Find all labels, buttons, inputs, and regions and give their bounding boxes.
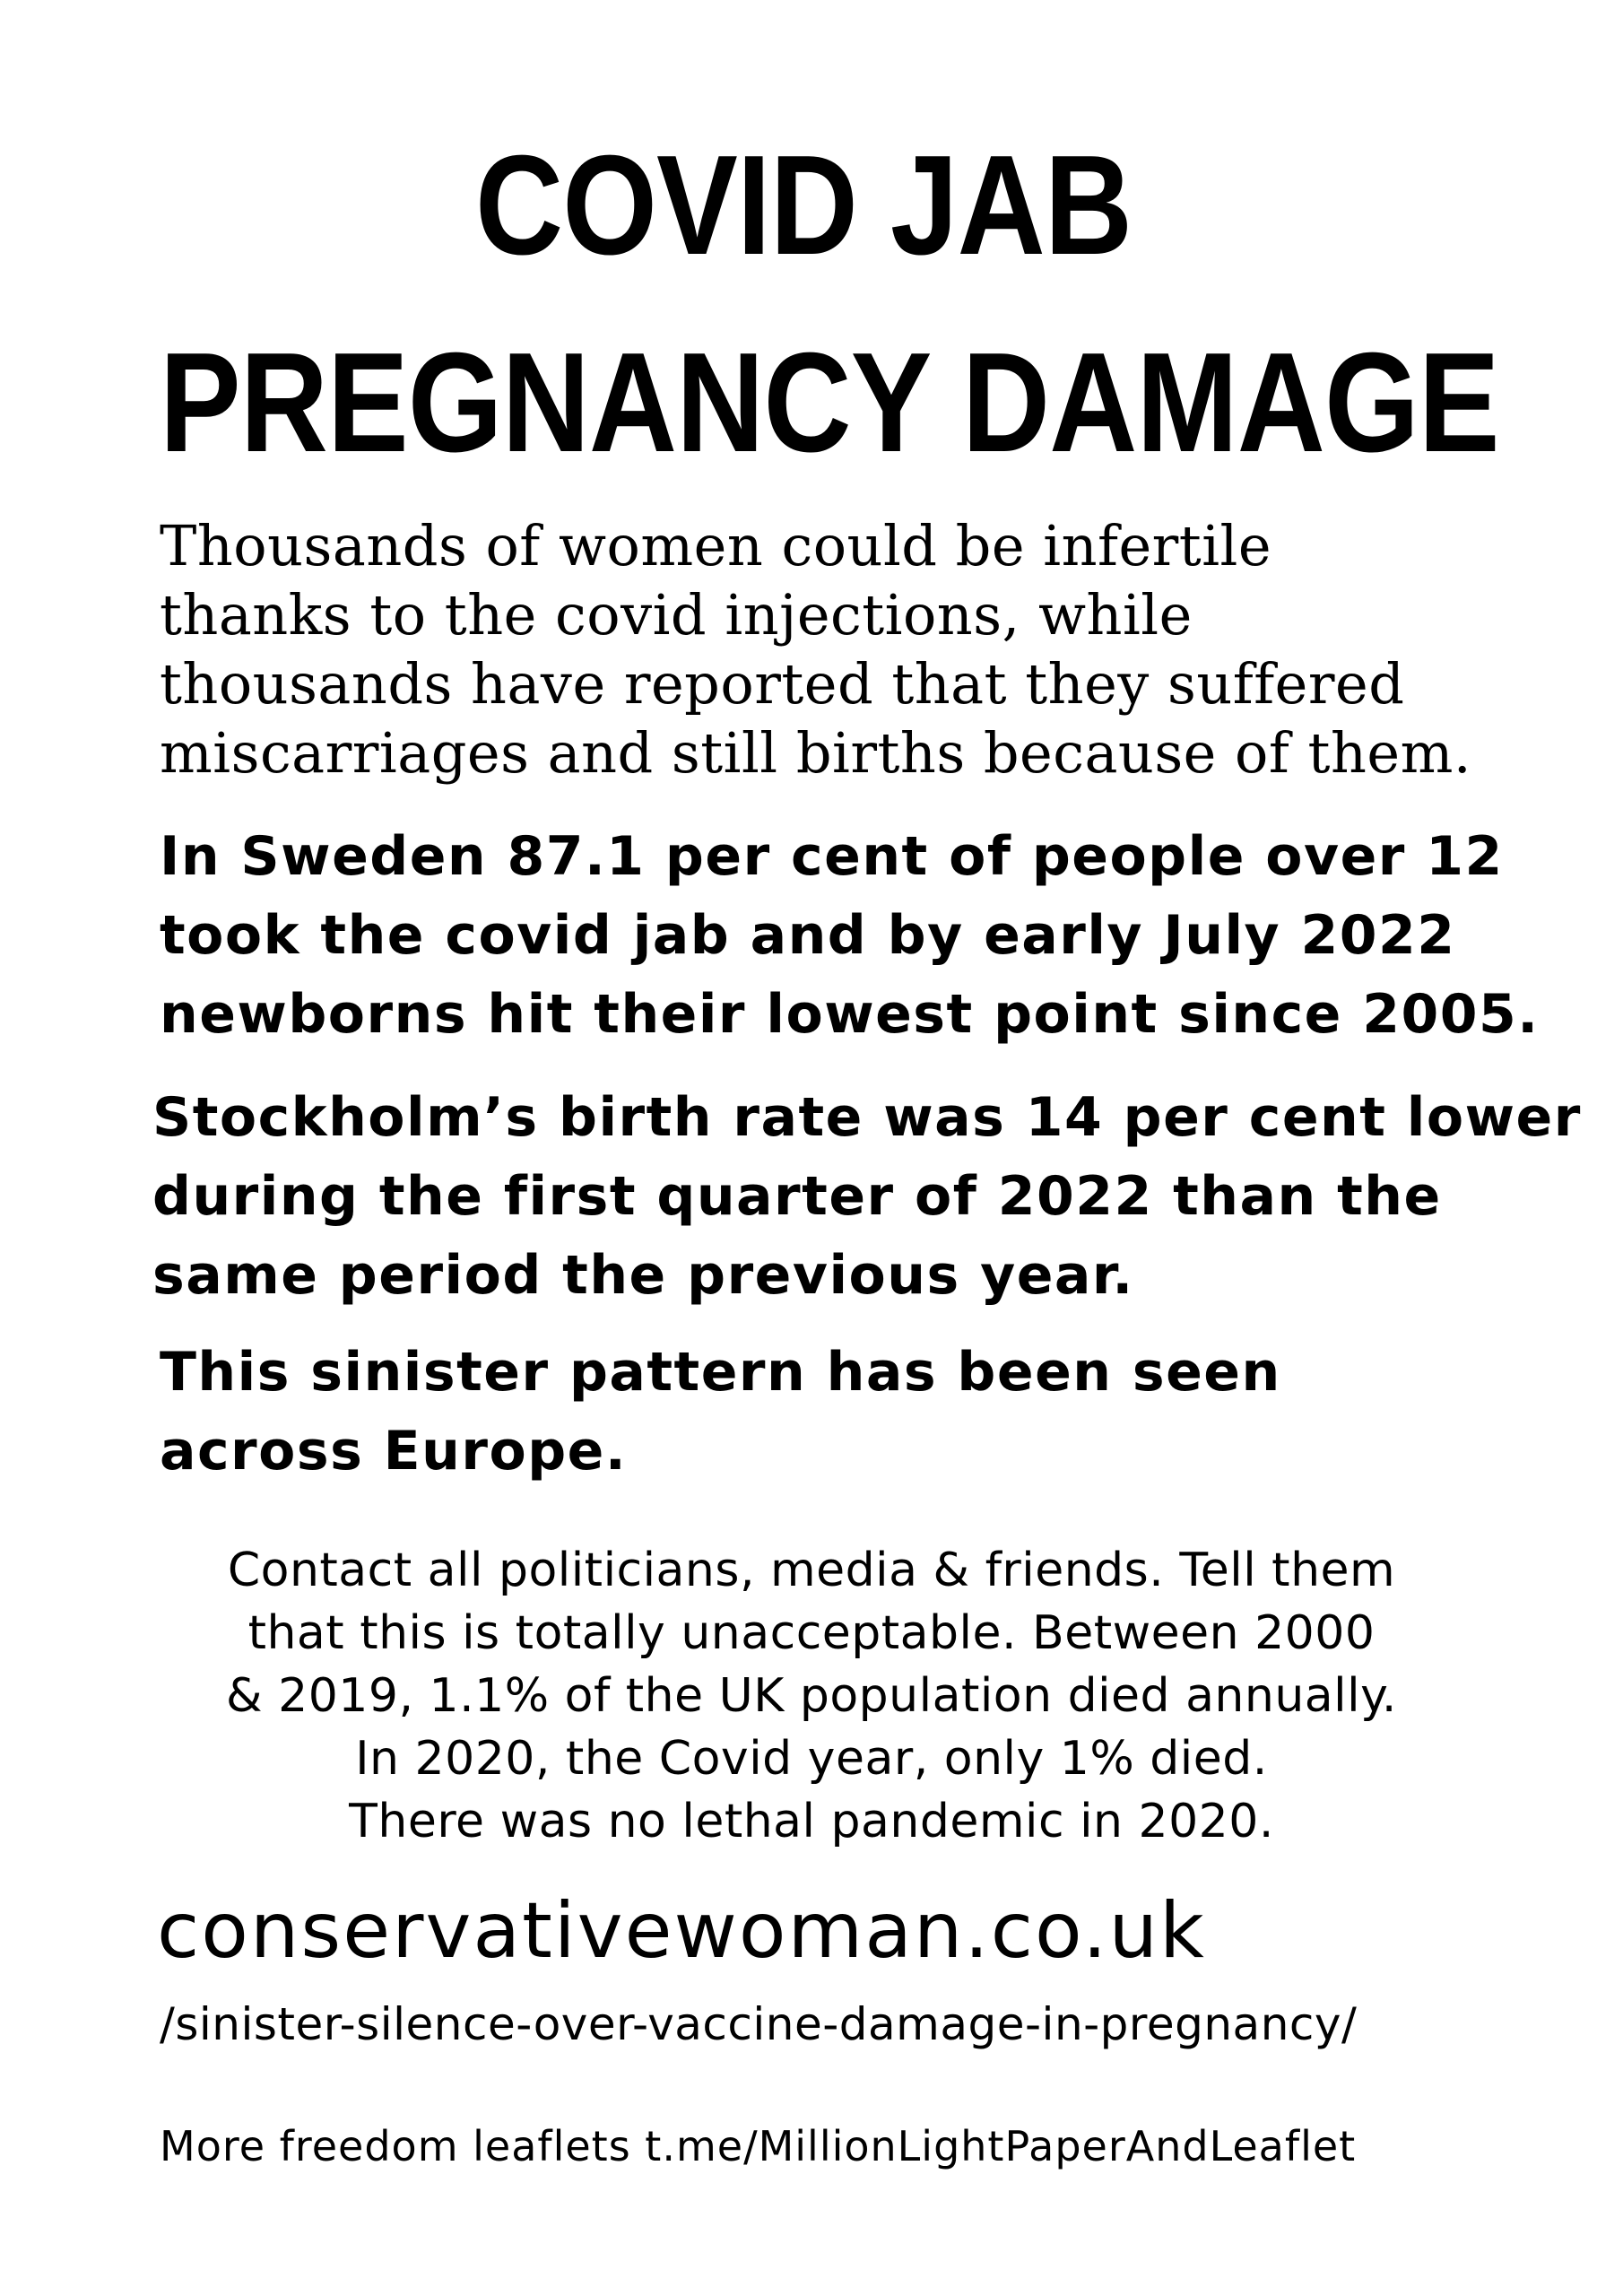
source-site: conservativewoman.co.uk bbox=[157, 1886, 1206, 1976]
intro-line: thanks to the covid injections, while bbox=[160, 582, 1193, 648]
europe-line: across Europe. bbox=[160, 1420, 628, 1483]
intro-line: miscarriages and still births because of them. bbox=[160, 720, 1472, 786]
sweden-line: took the covid jab and by early July 2022 bbox=[160, 904, 1456, 967]
stockholm-line: during the first quarter of 2022 than the bbox=[152, 1165, 1442, 1228]
intro-line: Thousands of women could be infertile bbox=[160, 513, 1272, 578]
title-line-2: PREGNANCY DAMAGE bbox=[160, 324, 1499, 482]
contact-line: Contact all politicians, media & friends. Tell them bbox=[227, 1544, 1396, 1597]
intro-line: thousands have reported that they suffered bbox=[160, 651, 1405, 717]
source-path: /sinister-silence-over-vaccine-damage-in-pregnancy/ bbox=[160, 1998, 1358, 2050]
europe-line: This sinister pattern has been seen bbox=[160, 1341, 1281, 1404]
sweden-line: newborns hit their lowest point since 2005. bbox=[160, 983, 1540, 1046]
contact-line: In 2020, the Covid year, only 1% died. bbox=[355, 1732, 1268, 1786]
stockholm-line: same period the previous year. bbox=[152, 1244, 1134, 1307]
contact-line: that this is totally unacceptable. Between 2000 bbox=[247, 1606, 1376, 1660]
sweden-line: In Sweden 87.1 per cent of people over 12 bbox=[160, 825, 1504, 888]
footer-leaflets-link: More freedom leaflets t.me/MillionLightPaperAndLeaflet bbox=[160, 2122, 1357, 2170]
contact-line: & 2019, 1.1% of the UK population died annually. bbox=[226, 1669, 1397, 1723]
title-line-1: COVID JAB bbox=[475, 126, 1133, 284]
stockholm-line: Stockholm’s birth rate was 14 per cent lower bbox=[152, 1086, 1582, 1149]
contact-line: There was no lethal pandemic in 2020. bbox=[349, 1795, 1274, 1848]
